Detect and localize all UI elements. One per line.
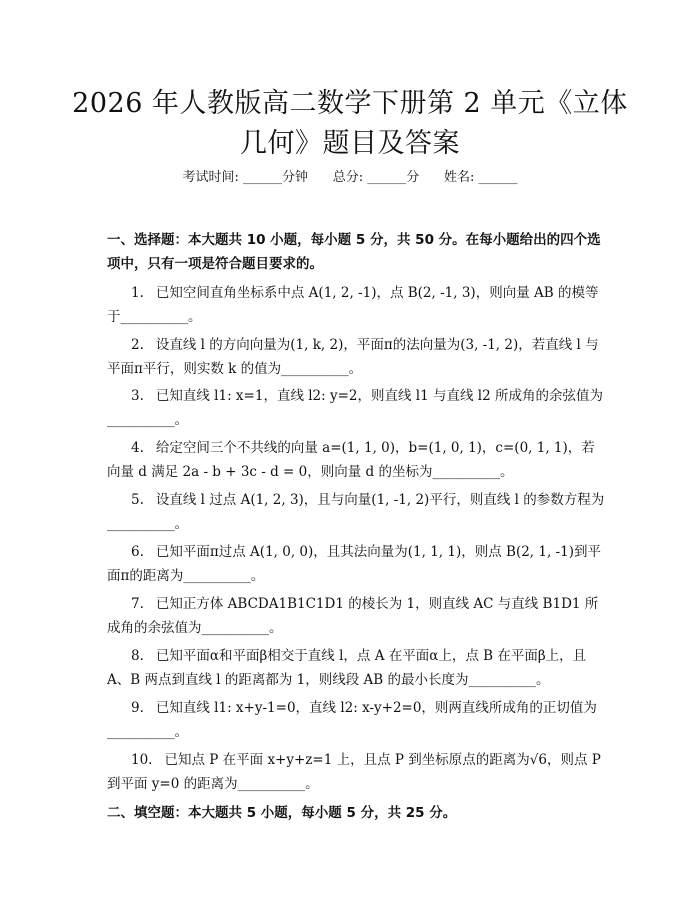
question-text: 给定空间三个不共线的向量 a=(1, 1, 0)，b=(1, 0, 1)，c=(0, 1, 1)，若向量 d 满足 2a - b + 3c - d = 0，则向量 d 的坐标为__________。 xyxy=(107,440,595,480)
question-text: 已知点 P 在平面 x+y+z=1 上，且点 P 到坐标原点的距离为√6，则点 P 到平面 y=0 的距离为__________。 xyxy=(107,752,601,792)
question-9 xyxy=(107,696,605,744)
question-text: 已知正方体 ABCDA1B1C1D1 的棱长为 1，则直线 AC 与直线 B1D1 所成角的余弦值为__________。 xyxy=(107,596,599,636)
section-2-heading: 二、填空题：本大题共 5 小题，每小题 5 分，共 25 分。 xyxy=(107,805,457,821)
title-line-2: 几何》题目及答案 xyxy=(240,128,460,159)
question-1 xyxy=(107,281,605,329)
exam-info-line: 考试时间: ______分钟 总分: ______分 姓名: ______ xyxy=(182,170,518,185)
question-text: 已知空间直角坐标系中点 A(1, 2, -1)，点 B(2, -1, 3)，则向量 AB 的模等于__________。 xyxy=(107,285,599,325)
question-number: 7. xyxy=(131,596,144,612)
question-8 xyxy=(107,644,605,692)
question-6 xyxy=(107,540,605,588)
question-4 xyxy=(107,436,605,484)
question-5 xyxy=(107,488,605,536)
question-text: 已知直线 l1: x+y-1=0，直线 l2: x-y+2=0，则两直线所成角的正切值为__________。 xyxy=(107,700,597,740)
question-text: 已知平面α和平面β相交于直线 l，点 A 在平面α上，点 B 在平面β上，且 A、B 两点到直线 l 的距离都为 1，则线段 AB 的最小长度为__________。 xyxy=(107,648,587,688)
question-number: 4. xyxy=(131,440,144,456)
question-number: 1. xyxy=(131,285,144,301)
question-2 xyxy=(107,333,605,381)
question-number: 10. xyxy=(131,752,153,768)
question-text: 已知平面π过点 A(1, 0, 0)，且其法向量为(1, 1, 1)，则点 B(2, 1, -1)到平面π的距离为__________。 xyxy=(107,544,601,584)
question-text: 设直线 l 过点 A(1, 2, 3)，且与向量(1, -1, 2)平行，则直线 l 的参数方程为__________。 xyxy=(107,492,605,532)
question-7 xyxy=(107,592,605,640)
question-text: 已知直线 l1: x=1，直线 l2: y=2，则直线 l1 与直线 l2 所成角的余弦值为__________。 xyxy=(107,388,603,428)
question-text: 设直线 l 的方向向量为(1, k, 2)，平面π的法向量为(3, -1, 2)，若直线 l 与平面π平行，则实数 k 的值为__________。 xyxy=(107,337,599,377)
section-1-heading: 一、选择题：本大题共 10 小题，每小题 5 分，共 50 分。在每小题给出的四个选项中，只有一项是符合题目要求的。 xyxy=(107,232,601,272)
title-line-1: 2026 年人教版高二数学下册第 2 单元《立体 xyxy=(72,88,628,119)
question-number: 9. xyxy=(131,700,144,716)
document-title xyxy=(60,84,640,164)
question-number: 5. xyxy=(131,492,144,508)
question-10 xyxy=(107,748,605,796)
question-number: 3. xyxy=(131,388,144,404)
question-number: 6. xyxy=(131,544,144,560)
question-number: 2. xyxy=(131,337,144,353)
question-3 xyxy=(107,384,605,432)
question-number: 8. xyxy=(131,648,144,664)
